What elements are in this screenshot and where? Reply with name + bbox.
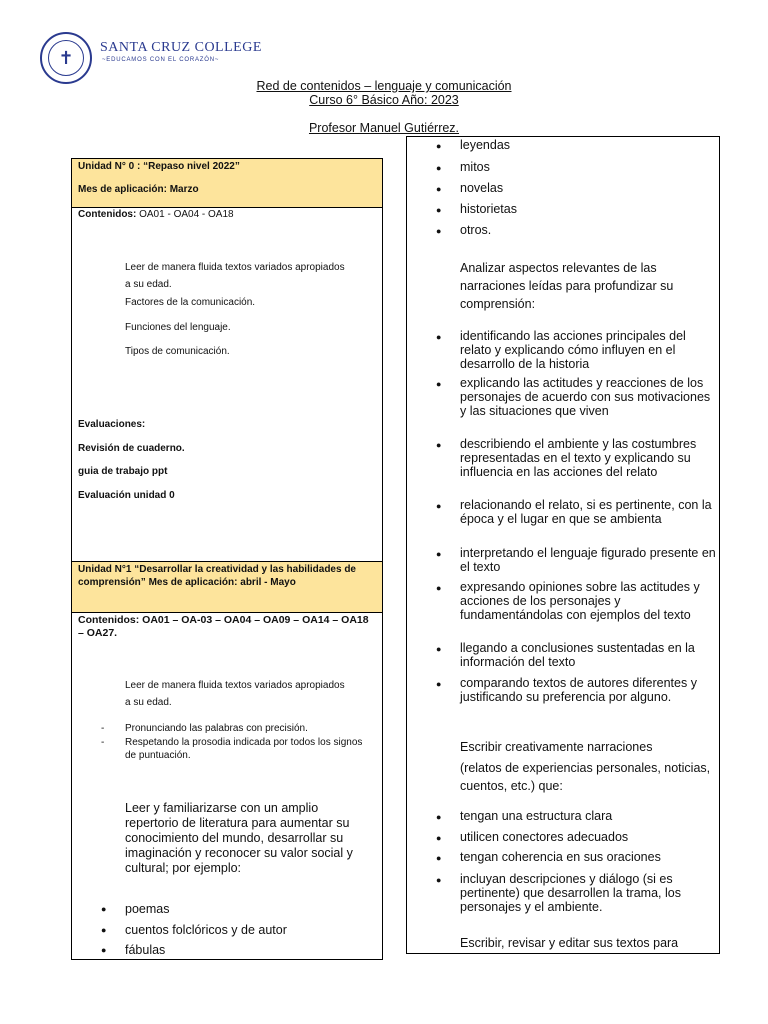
box-bullet-icon [101, 343, 125, 360]
unit0-month: Mes de aplicación: Marzo [78, 184, 199, 195]
list-item: Leer de manera fluida textos variados apropiados a su edad. [101, 677, 345, 711]
course-line: Curso 6° Básico Año: 2023 [309, 93, 459, 107]
evaluation-item: guia de trabajo ppt [78, 466, 168, 477]
document-title: Red de contenidos – lenguaje y comunicación [256, 79, 512, 93]
section-write-revise: Escribir, revisar y editar sus textos para [436, 935, 718, 952]
unit0-contents-label: Contenidos: [78, 209, 137, 220]
list-item: ● explicando las actitudes y reacciones de los personajes de acuerdo con sus motivaciones y las situaciones que viven [436, 376, 711, 418]
box-bullet-icon [436, 739, 460, 756]
list-item: ● incluyan descripciones y diálogo (si es pertinente) que desarrollen la trama, los personajes y el ambiente. [436, 872, 681, 914]
list-item: ● cuentos folclóricos y de autor [101, 923, 287, 937]
dot-bullet-icon: ● [436, 332, 442, 342]
list-item: ● llegando a conclusiones sustentadas en la información del texto [436, 641, 695, 669]
dot-bullet-icon: ● [436, 549, 442, 559]
unit0-contents-value: OA01 - OA04 - OA18 [139, 209, 234, 220]
college-name: SANTA CRUZ COLLEGE [100, 40, 262, 55]
box-bullet-icon [101, 677, 125, 711]
unit1-title: Unidad N°1 “Desarrollar la creatividad y las habilidades de comprensión” Mes de aplicación: abril - Mayo [78, 564, 356, 588]
section-write: Escribir creativamente narraciones [436, 739, 718, 756]
list-item: Funciones del lenguaje. [101, 319, 345, 336]
unit1-header [72, 561, 382, 613]
dot-bullet-icon: ● [436, 583, 442, 593]
list-item: ● leyendas [436, 138, 511, 152]
teacher-line: Profesor Manuel Gutiérrez. [308, 121, 460, 135]
box-bullet-icon [436, 935, 460, 952]
dash-item: - Pronunciando las palabras con precisión. [101, 723, 308, 734]
dot-bullet-icon: ● [436, 163, 442, 173]
box-bullet-icon [101, 801, 125, 876]
list-item: ● tengan coherencia en sus oraciones [436, 850, 661, 864]
write-subtitle: (relatos de experiencias personales, noticias, cuentos, etc.) que: [460, 761, 711, 793]
list-item: ● describiendo el ambiente y las costumbres representadas en el texto y explicando su influencia en las acciones del relato [436, 437, 697, 479]
list-item: ● identificando las acciones principales del relato y explicando cómo influyen en el desarrollo de la historia [436, 329, 686, 371]
list-item: Tipos de comunicación. [101, 343, 345, 360]
dot-bullet-icon: ● [436, 812, 442, 822]
evaluation-item: Revisión de cuaderno. [78, 443, 185, 454]
list-item: Leer de manera fluida textos variados apropiados a su edad. [101, 259, 345, 293]
dot-bullet-icon: ● [436, 833, 442, 843]
list-item: ● novelas [436, 181, 504, 195]
left-column-table [71, 158, 383, 960]
dot-bullet-icon: ● [436, 379, 442, 389]
list-item: ● mitos [436, 160, 490, 174]
dot-bullet-icon: ● [436, 501, 442, 511]
unit1-contents: Contenidos: OA01 – OA-03 – OA04 – OA09 – OA14 – OA18 – OA27. [78, 614, 369, 639]
box-bullet-icon [101, 319, 125, 336]
dot-bullet-icon: ● [436, 440, 442, 450]
evaluations-label: Evaluaciones: [78, 419, 146, 430]
list-item: ● fábulas [101, 943, 166, 957]
dot-bullet-icon: ● [101, 925, 107, 935]
list-item: ● comparando textos de autores diferentes y justificando su preferencia por alguno. [436, 676, 697, 704]
dot-bullet-icon: ● [436, 875, 442, 885]
list-item: ● expresando opiniones sobre las actitudes y acciones de los personajes y fundamentándolas con ejemplos del texto [436, 580, 700, 622]
dash-item: - Respetando la prosodia indicada por todos los signos de puntuación. [101, 737, 363, 761]
list-item: Factores de la comunicación. [101, 294, 345, 311]
list-item: ● relacionando el relato, si es pertinente, con la época y el lugar en que se ambienta [436, 498, 712, 526]
right-column-table [406, 136, 720, 954]
evaluation-item: Evaluación unidad 0 [78, 490, 175, 501]
dot-bullet-icon: ● [436, 205, 442, 215]
college-seal-icon: ✝ [40, 32, 92, 84]
dot-bullet-icon: ● [101, 904, 107, 914]
unit0-header [72, 159, 382, 208]
dot-bullet-icon: ● [436, 644, 442, 654]
college-motto: ~EDUCAMOS CON EL CORAZÓN~ [102, 57, 220, 63]
dot-bullet-icon: ● [436, 679, 442, 689]
list-item: ● utilicen conectores adecuados [436, 830, 629, 844]
dot-bullet-icon: ● [101, 945, 107, 955]
list-item: ● otros. [436, 223, 492, 237]
dot-bullet-icon: ● [436, 141, 442, 151]
box-bullet-icon [101, 294, 125, 311]
box-bullet-icon [101, 259, 125, 293]
dot-bullet-icon: ● [436, 853, 442, 863]
dot-bullet-icon: ● [436, 226, 442, 236]
unit0-title: Unidad N° 0 : “Repaso nivel 2022” [78, 161, 240, 172]
list-item: Leer y familiarizarse con un amplio repertorio de literatura para aumentar su conocimiento del mundo, desarrollar su imaginación y reconocer su valor social y cultural; por ejemplo: [101, 801, 365, 876]
list-item: ● interpretando el lenguaje figurado presente en el texto [436, 546, 716, 574]
dot-bullet-icon: ● [436, 184, 442, 194]
section-analyze: Analizar aspectos relevantes de las narraciones leídas para profundizar su comprensión: [436, 259, 718, 313]
list-item: ● historietas [436, 202, 517, 216]
box-bullet-icon [436, 259, 460, 313]
list-item: ● tengan una estructura clara [436, 809, 613, 823]
list-item: ● poemas [101, 902, 170, 916]
